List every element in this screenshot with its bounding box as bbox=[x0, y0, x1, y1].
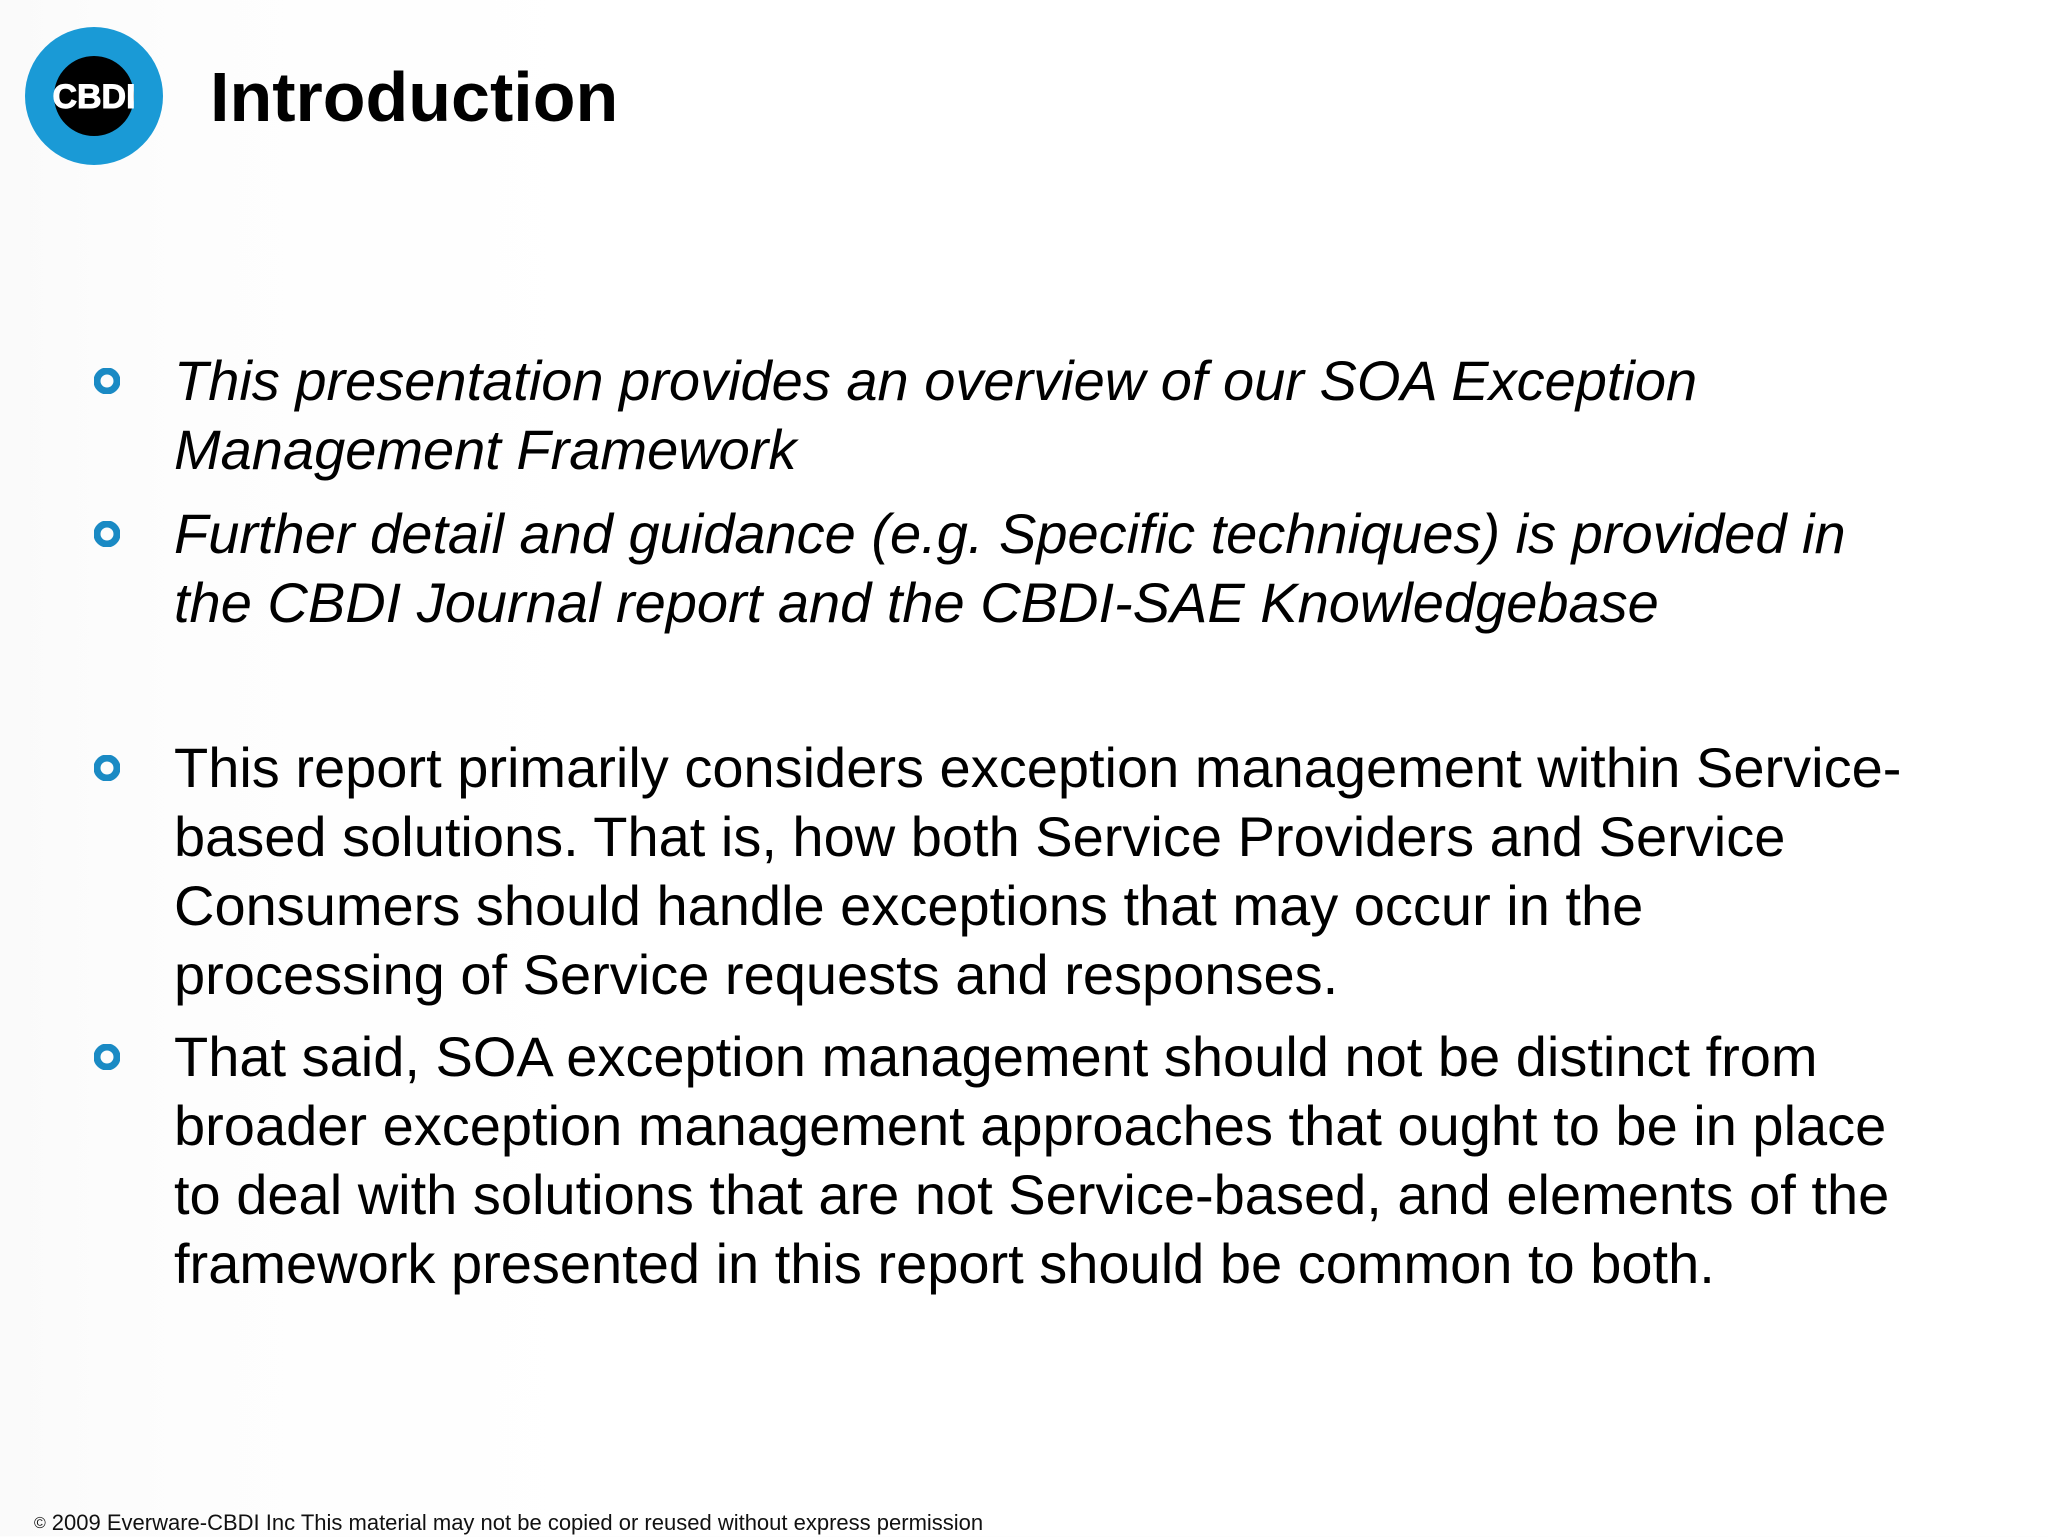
bullet-item-1: This presentation provides an overview of our SOA Exception Management Framework bbox=[174, 346, 1964, 484]
copyright-footer bbox=[34, 1510, 983, 1537]
bullet-icon bbox=[94, 1044, 120, 1070]
bullet-icon bbox=[94, 368, 120, 394]
bullet-item-2: Further detail and guidance (e.g. Specific techniques) is provided in the CBDI Journal report and the CBDI-SAE Knowledgebase bbox=[174, 499, 1964, 637]
logo-text: CBDI bbox=[52, 78, 136, 116]
bullet-icon bbox=[94, 755, 120, 781]
bullet-item-3: This report primarily considers exception management within Service- based solutions. That is, how both Service Providers and Service Consumers should handle exceptions that may occur in the processing of Service requests and responses. bbox=[174, 733, 1964, 1009]
copyright-icon: © bbox=[34, 1515, 46, 1532]
bullet-icon bbox=[94, 521, 120, 547]
cbdi-logo-icon bbox=[24, 26, 164, 166]
slide-title: Introduction bbox=[210, 58, 619, 136]
copyright-text: 2009 Everware-CBDI Inc This material may not be copied or reused without express permission bbox=[51, 1510, 984, 1535]
bullet-item-4: That said, SOA exception management should not be distinct from broader exception management approaches that ought to be in place to deal with solutions that are not Service-based, and elements of the framework presented in this report should be common to both. bbox=[174, 1022, 1964, 1298]
